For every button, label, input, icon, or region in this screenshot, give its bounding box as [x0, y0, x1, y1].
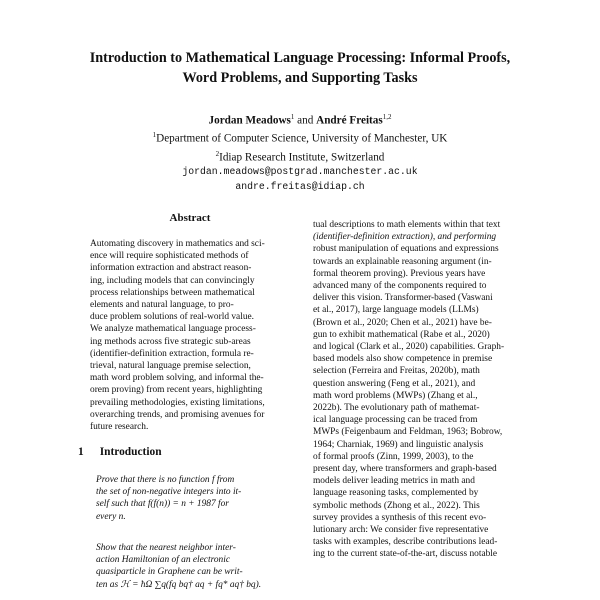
abstract-line: information extraction and abstract reason-: [90, 263, 252, 274]
affiliation-1-text: Department of Computer Science, University of Manchester, UK: [156, 133, 448, 146]
author-1-affil: 1: [290, 113, 295, 121]
quote-line: ten as ℋ = ħΩ ∑q(fq bq† aq + fq* aq† bq).: [96, 579, 262, 590]
email-2: andre.freitas@idiap.ch: [235, 180, 365, 192]
author-names: [100, 110, 500, 128]
affiliation-2-text: Idiap Research Institute, Switzerland: [219, 151, 385, 164]
body-line: math word problems (MWPs) (Zhang et al.,: [313, 390, 478, 401]
body-line: tual descriptions to math elements within that text: [313, 220, 501, 230]
author-block: [100, 110, 500, 194]
body-line: 1964; Charniak, 1969) and linguistic analysis: [313, 439, 484, 450]
abstract-line: orem proving) from recent years, highlighting: [90, 385, 263, 396]
body-line: tasks with examples, describe contributions lead-: [313, 537, 498, 548]
quote-line: every n.: [96, 511, 126, 522]
abstract-line: (identifier-definition extraction, formula re-: [90, 348, 254, 359]
body-line: formal theorem proving). Previous years have: [313, 268, 486, 279]
body-line: (identifier-definition extraction), and performing: [313, 232, 497, 243]
body-line: deliver this vision. Transformer-based (Vaswani: [313, 293, 493, 304]
body-line: gun to exhibit mathematical (Rabe et al., 2020): [313, 329, 490, 340]
title-line-2: Word Problems, and Supporting Tasks: [182, 70, 418, 86]
body-line: advanced many of the components required to: [313, 281, 487, 292]
abstract-line: ence will require sophisticated methods of: [90, 251, 249, 262]
quote-line: self such that f(f(n)) = n + 1987 for: [96, 499, 229, 510]
affiliation-1: [100, 128, 500, 146]
body-line: survey provides a synthesis of this recent evo-: [313, 512, 487, 523]
title-line-1: Introduction to Mathematical Language Processing: Informal Proofs,: [89, 50, 511, 66]
abstract-line: Automating discovery in mathematics and sci-: [90, 239, 265, 249]
quote-line: quasiparticle in Graphene can be writ-: [96, 567, 243, 578]
abstract-line: ing methods across five strategic sub-areas: [90, 336, 251, 347]
abstract-line: duce problem solutions of real-world value.: [90, 312, 255, 323]
author-1: Jordan Meadows: [208, 114, 291, 127]
body-line: present day, where transformers and graph-based: [313, 464, 497, 475]
body-line: towards an explainable reasoning argument (in-: [313, 256, 492, 267]
body-line: (Brown et al., 2020; Chen et al., 2021) have be-: [313, 317, 492, 328]
quote-line: action Hamiltonian of an electronic: [96, 555, 231, 566]
quote-line: Prove that there is no function f from: [96, 475, 235, 485]
email-1: jordan.meadows@postgrad.manchester.ac.uk: [182, 165, 418, 177]
section-title: Introduction: [99, 446, 162, 458]
body-line: 2022b). The evolutionary path of mathemat-: [313, 403, 480, 414]
body-line: language reasoning tasks, complemented by: [313, 488, 479, 499]
abstract-line: math word problem solving, and informal the-: [90, 373, 264, 384]
body-line: ing to the current state-of-the-art, discuss notable: [313, 549, 498, 560]
abstract-line: future research.: [90, 422, 149, 433]
author-2: André Freitas: [316, 114, 383, 127]
example-quote-1: [96, 474, 274, 523]
body-line: lutionary arch: We consider five representative: [313, 525, 489, 536]
body-line: symbolic methods (Zhong et al., 2022). This: [313, 500, 480, 511]
body-line: and logical (Clark et al., 2020) capabilities. Graph-: [313, 342, 505, 353]
affiliation-2: [100, 147, 500, 165]
section-number: 1: [78, 446, 84, 458]
affiliation-1-marker: 1: [152, 131, 157, 140]
body-line: based models also show competence in premise: [313, 354, 493, 365]
body-line: models deliver leading metrics in math and: [313, 476, 475, 487]
author-2-affil: 1,2: [382, 113, 392, 121]
example-quote-2: [96, 542, 274, 591]
body-line: selection (Ferreira and Freitas, 2020b), math: [313, 366, 480, 377]
body-line: question answering (Feng et al., 2021), and: [313, 378, 476, 389]
abstract-line: We analyze mathematical language process-: [90, 324, 256, 335]
abstract-line: overarching trends, and promising avenues for: [90, 409, 265, 420]
author-conjunction: and: [297, 114, 314, 127]
abstract-body: [90, 238, 290, 433]
body-line: ical language processing can be traced from: [313, 415, 478, 426]
body-line: robust manipulation of equations and expressions: [313, 244, 499, 255]
abstract-heading: Abstract: [169, 212, 211, 224]
abstract-line: elements and natural language, to pro-: [90, 300, 234, 311]
abstract-line: ing, including models that can convincingly: [90, 275, 255, 286]
body-line: MWPs (Feigenbaum and Feldman, 1963; Bobrow,: [313, 427, 503, 438]
affiliation-2-marker: 2: [215, 149, 220, 158]
abstract-line: process relationships between mathematical: [90, 287, 255, 298]
section-heading-introduction: [78, 446, 178, 458]
body-line: et al., 2017), large language models (LLMs): [313, 305, 479, 316]
paper-title: [40, 48, 560, 88]
quote-line: the set of non-negative integers into it-: [96, 487, 242, 498]
right-column-body: [313, 219, 511, 561]
abstract-line: trieval, natural language premise selection,: [90, 361, 251, 372]
abstract-line: prevailing methodologies, existing limitations,: [90, 397, 265, 408]
body-line: of formal proofs (Zinn, 1999, 2003), to the: [313, 451, 474, 462]
quote-line: Show that the nearest neighbor inter-: [96, 543, 236, 553]
